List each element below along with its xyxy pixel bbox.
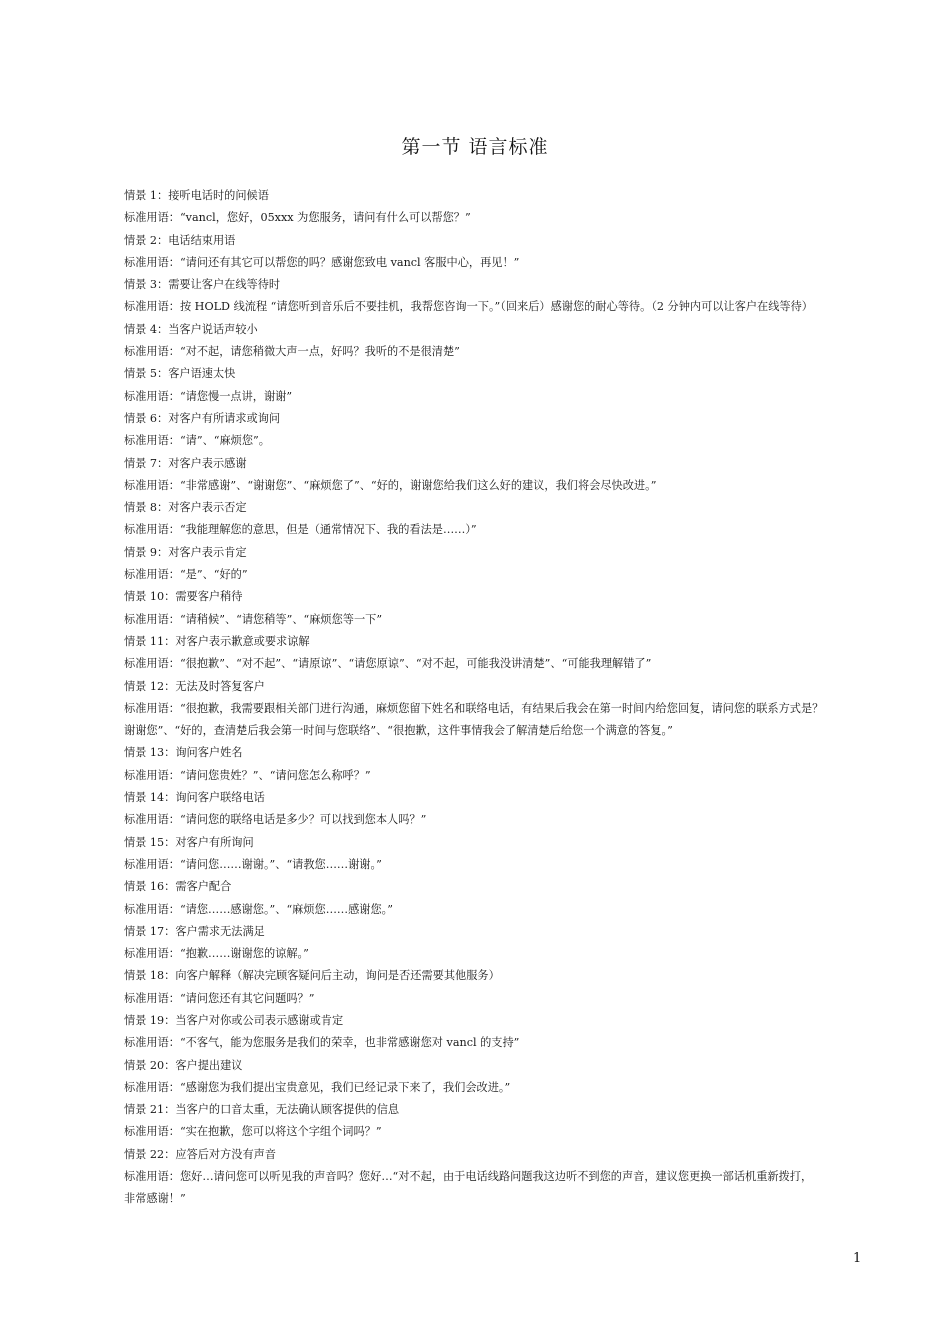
document-body — [124, 185, 864, 1211]
scenario-heading: 情景 13：询问客户姓名 — [124, 746, 243, 760]
scenario-heading: 情景 8：对客户表示否定 — [124, 501, 247, 515]
standard-phrase-line: 标准用语：“请问您贵姓？”、“请问您怎么称呼？” — [124, 768, 371, 782]
scenario-heading: 情景 5：客户语速太快 — [124, 367, 236, 381]
scenario-heading: 情景 7：对客户表示感谢 — [124, 456, 247, 470]
standard-phrase-line: 标准用语：“vancl，您好，05xxx 为您服务，请问有什么可以帮您？” — [124, 211, 471, 225]
standard-phrase-line: 标准用语：“很抱歉”、“对不起”、“请原谅”、“请您原谅”、“对不起，可能我没讲清楚”、“可能我理解错了” — [124, 657, 652, 671]
standard-phrase-line: 标准用语：“感谢您为我们提出宝贵意见，我们已经记录下来了，我们会改进。” — [124, 1080, 511, 1094]
scenario-heading: 情景 11：对客户表示歉意或要求谅解 — [124, 634, 310, 648]
scenario-heading: 情景 9：对客户表示肯定 — [124, 545, 247, 559]
scenario-heading: 情景 21：当客户的口音太重，无法确认顾客提供的信息 — [124, 1103, 400, 1117]
standard-phrase-line: 标准用语：“对不起，请您稍微大声一点，好吗？我听的不是很清楚” — [124, 345, 460, 359]
scenario-heading: 情景 20：客户提出建议 — [124, 1058, 243, 1072]
standard-phrase-line: 标准用语：按 HOLD 线流程 “请您听到音乐后不要挂机，我帮您咨询一下。”（回来后）感谢您的耐心等待。（2 分钟内可以让客户在线等待） — [124, 300, 813, 314]
standard-phrase-line: 标准用语：“我能理解您的意思，但是（通常情况下、我的看法是……）” — [124, 523, 477, 537]
standard-phrase-line: 标准用语：“很抱歉，我需要跟相关部门进行沟通，麻烦您留下姓名和联络电话，有结果后我会在第一时间内给您回复，请问您的联系方式是？ — [124, 701, 824, 715]
standard-phrase-line: 标准用语：“请问您还有其它问题吗？” — [124, 991, 315, 1005]
page-number: 1 — [853, 1251, 862, 1266]
scenario-heading: 情景 10：需要客户稍待 — [124, 590, 243, 604]
standard-phrase-line: 标准用语：“是”、“好的” — [124, 568, 248, 582]
standard-phrase-line: 标准用语：“请稍候”、“请您稍等”、“麻烦您等一下” — [124, 612, 383, 626]
standard-phrase-line: 非常感谢！” — [124, 1192, 186, 1206]
scenario-heading: 情景 4：当客户说话声较小 — [124, 322, 258, 336]
scenario-heading: 情景 19：当客户对你或公司表示感谢或肯定 — [124, 1013, 344, 1027]
standard-phrase-line: 标准用语：“实在抱歉，您可以将这个字组个词吗？” — [124, 1125, 382, 1139]
standard-phrase-line: 标准用语：“不客气，能为您服务是我们的荣幸，也非常感谢您对 vancl 的支持” — [124, 1036, 520, 1050]
standard-phrase-line: 标准用语：“请问还有其它可以帮您的吗？感谢您致电 vancl 客服中心，再见！” — [124, 255, 520, 269]
standard-phrase-line: 标准用语：“非常感谢”、“谢谢您”、“麻烦您了”、“好的，谢谢您给我们这么好的建议，我们将会尽快改进。” — [124, 478, 657, 492]
scenario-heading: 情景 17：客户需求无法满足 — [124, 924, 265, 938]
scenario-heading: 情景 22：应答后对方没有声音 — [124, 1147, 277, 1161]
scenario-heading: 情景 15：对客户有所询问 — [124, 835, 254, 849]
standard-phrase-line: 标准用语：“请”、“麻烦您”。 — [124, 434, 270, 448]
standard-phrase-line: 标准用语：您好…请问您可以听见我的声音吗？您好…“对不起，由于电话线路问题我这边听不到您的声音，建议您更换一部话机重新拨打， — [124, 1170, 813, 1184]
scenario-heading: 情景 18：向客户解释（解决完顾客疑问后主动，询问是否还需要其他服务） — [124, 969, 500, 983]
standard-phrase-line: 谢谢您”、“好的，查清楚后我会第一时间与您联络”、“很抱歉，这件事情我会了解清楚后给您一个满意的答复。” — [124, 724, 673, 738]
standard-phrase-line: 标准用语：“抱歉……谢谢您的谅解。” — [124, 947, 309, 961]
scenario-heading: 情景 3：需要让客户在线等待时 — [124, 278, 281, 292]
scenario-heading: 情景 14：询问客户联络电话 — [124, 791, 265, 805]
scenario-heading: 情景 6：对客户有所请求或询问 — [124, 411, 281, 425]
standard-phrase-line: 标准用语：“请您……感谢您。”、“麻烦您……感谢您。” — [124, 902, 393, 916]
standard-phrase-line: 标准用语：“请问您……谢谢。”、“请教您……谢谢。” — [124, 857, 382, 871]
section-title: 第一节 语言标准 — [401, 136, 549, 158]
scenario-heading: 情景 12：无法及时答复客户 — [124, 679, 265, 693]
scenario-heading: 情景 1：接听电话时的问候语 — [124, 189, 269, 202]
scenario-heading: 情景 2：电话结束用语 — [124, 233, 236, 247]
standard-phrase-line: 标准用语：“请问您的联络电话是多少？可以找到您本人吗？” — [124, 813, 427, 827]
scenario-heading: 情景 16：需客户配合 — [124, 880, 232, 894]
standard-phrase-line: 标准用语：“请您慢一点讲，谢谢” — [124, 389, 293, 403]
